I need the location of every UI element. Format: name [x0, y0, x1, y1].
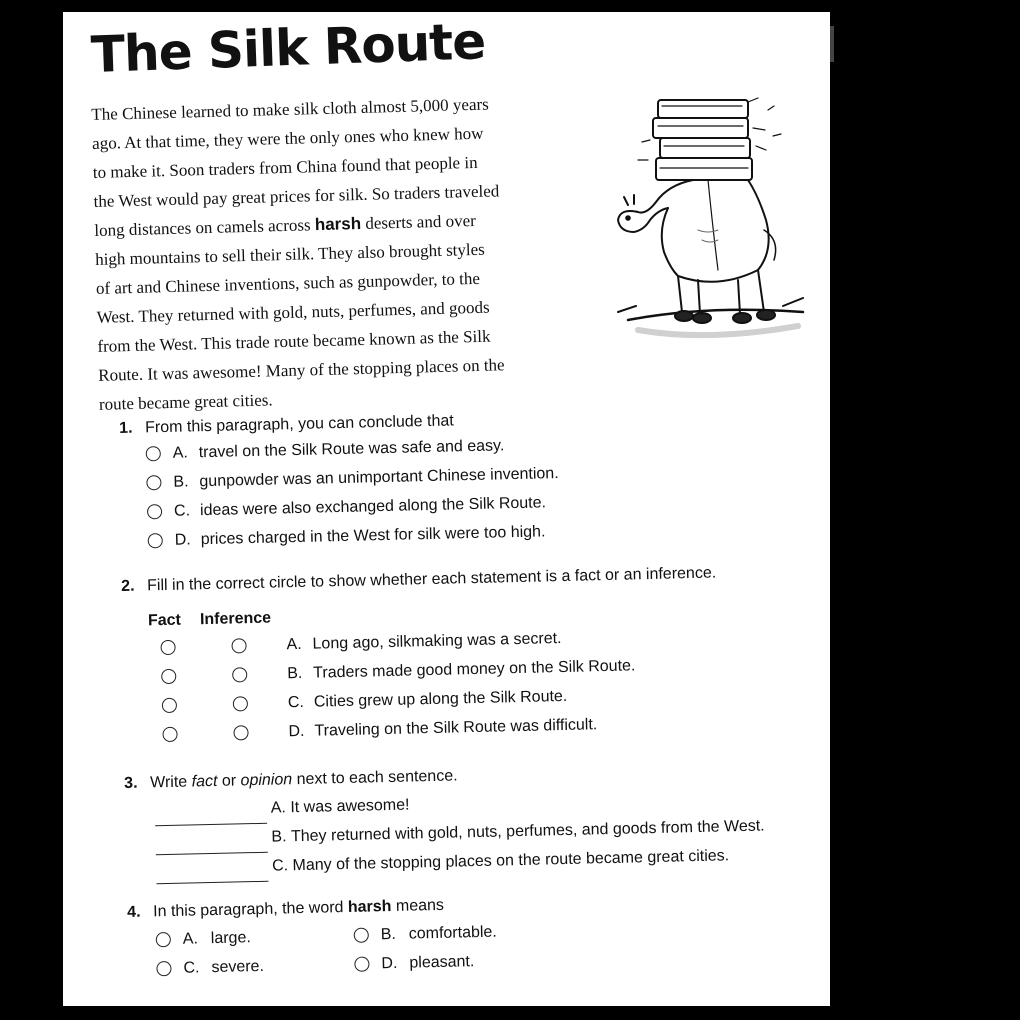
- passage-line: West. They returned with gold, nuts, perfumes, and goods: [96, 297, 490, 327]
- question-number: 4.: [127, 903, 141, 921]
- worksheet-page: [63, 12, 830, 1006]
- statement-letter: C.: [287, 693, 305, 711]
- prompt-fact-word: fact: [191, 772, 218, 791]
- passage-line: of art and Chinese inventions, such as gunpowder, to the: [95, 268, 481, 298]
- answer-bubble[interactable]: [354, 957, 369, 972]
- prompt-text: means: [391, 896, 445, 915]
- option-text: ideas were also exchanged along the Silk Route.: [199, 493, 547, 519]
- fact-bubble[interactable]: [161, 669, 176, 684]
- question-1: [119, 410, 560, 556]
- statement-text: Traders made good money on the Silk Route.: [313, 656, 636, 682]
- fact-bubble[interactable]: [162, 698, 177, 713]
- passage-line: route became great cities.: [98, 390, 273, 414]
- inference-bubble[interactable]: [231, 638, 246, 653]
- answer-bubble[interactable]: [156, 932, 171, 947]
- prompt-text: In this paragraph, the word: [152, 898, 349, 921]
- passage-line: to make it. Soon traders from China found that people in: [92, 152, 478, 182]
- option-text: comfortable.: [408, 923, 497, 943]
- passage-line: ago. At that time, they were the only ones who knew how: [91, 123, 484, 153]
- statement-text: Traveling on the Silk Route was difficult.: [314, 715, 598, 740]
- camel-with-packs-illustration: [598, 80, 818, 352]
- inference-bubble[interactable]: [233, 725, 248, 740]
- passage-line: the West would pay great prices for silk. So traders traveled: [93, 181, 500, 211]
- sentence-text: It was awesome!: [290, 796, 410, 816]
- question-prompt: [153, 897, 444, 922]
- sentence-letter: B.: [271, 827, 287, 846]
- option-letter: D.: [174, 530, 191, 549]
- option-text: pleasant.: [409, 952, 475, 972]
- answer-bubble[interactable]: [146, 475, 161, 490]
- answer-bubble[interactable]: [148, 533, 163, 548]
- option-letter: B.: [173, 472, 189, 491]
- prompt-text: Write: [149, 773, 192, 792]
- option-letter: B.: [380, 925, 397, 943]
- answer-bubble[interactable]: [146, 446, 161, 461]
- answer-option-c[interactable]: [156, 950, 355, 983]
- sentence-letter: C.: [271, 856, 289, 875]
- question-number: 1.: [119, 419, 133, 437]
- column-header-inference: Inference: [199, 609, 272, 629]
- question-number: 2.: [121, 577, 135, 595]
- option-text: gunpowder was an unimportant Chinese invention.: [199, 464, 559, 490]
- answer-blank[interactable]: [155, 838, 267, 856]
- option-letter: C.: [173, 501, 191, 520]
- page-title: The Silk Route: [89, 12, 487, 84]
- option-text: prices charged in the West for silk were too high.: [200, 522, 546, 548]
- option-text: severe.: [211, 957, 265, 976]
- statement-letter: B.: [287, 664, 303, 682]
- answer-blank[interactable]: [156, 867, 268, 885]
- statement-text: Cities grew up along the Silk Route.: [313, 687, 568, 711]
- passage-line: Route. It was awesome! Many of the stopping places on the: [97, 355, 505, 385]
- question-prompt: From this paragraph, you can conclude that: [144, 412, 454, 437]
- sentence-text: They returned with gold, nuts, perfumes, and goods from the West.: [290, 816, 765, 845]
- option-letter: A.: [172, 443, 189, 462]
- option-text: large.: [210, 928, 252, 947]
- question-2: [121, 564, 720, 749]
- question-prompt: [150, 767, 458, 792]
- page-edge-mark: [830, 26, 834, 62]
- fact-bubble[interactable]: [162, 727, 177, 742]
- answer-option-d[interactable]: [354, 945, 555, 979]
- prompt-text: or: [217, 772, 241, 790]
- statement-text: Long ago, silkmaking was a secret.: [312, 629, 562, 653]
- column-header-fact: Fact: [147, 611, 182, 630]
- fact-bubble[interactable]: [160, 640, 175, 655]
- prompt-vocab-word: harsh: [347, 898, 392, 916]
- question-number: 3.: [124, 774, 138, 792]
- passage-line-with-harsh: long distances on camels across harsh deserts and over: [94, 210, 477, 240]
- option-letter: C.: [183, 958, 200, 977]
- sentence-text: Many of the stopping places on the route became great cities.: [292, 846, 730, 874]
- option-letter: A.: [182, 929, 199, 948]
- question-prompt: Fill in the correct circle to show whether each statement is a fact or an inference.: [146, 564, 717, 595]
- answer-blank[interactable]: [155, 809, 267, 827]
- answer-bubble[interactable]: [354, 928, 369, 943]
- option-text: travel on the Silk Route was safe and easy.: [198, 436, 505, 461]
- prompt-opinion-word: opinion: [240, 771, 293, 790]
- inference-bubble[interactable]: [232, 667, 247, 682]
- answer-bubble[interactable]: [156, 961, 171, 976]
- answer-option-a[interactable]: [155, 921, 354, 954]
- passage-line: from the West. This trade route became known as the Silk: [97, 326, 491, 356]
- passage-line: high mountains to sell their silk. They also brought styles: [94, 239, 486, 269]
- reading-passage: [91, 88, 569, 419]
- prompt-text: next to each sentence.: [291, 767, 458, 789]
- answer-bubble[interactable]: [147, 504, 162, 519]
- statement-letter: A.: [286, 635, 302, 653]
- answer-option-b[interactable]: [353, 916, 554, 950]
- question-3: [124, 760, 766, 883]
- option-letter: D.: [381, 954, 398, 972]
- passage-line: The Chinese learned to make silk cloth almost 5,000 years: [91, 94, 490, 124]
- question-4: [127, 894, 555, 984]
- inference-bubble[interactable]: [233, 696, 248, 711]
- statement-letter: D.: [288, 722, 305, 740]
- sentence-letter: A.: [270, 798, 287, 817]
